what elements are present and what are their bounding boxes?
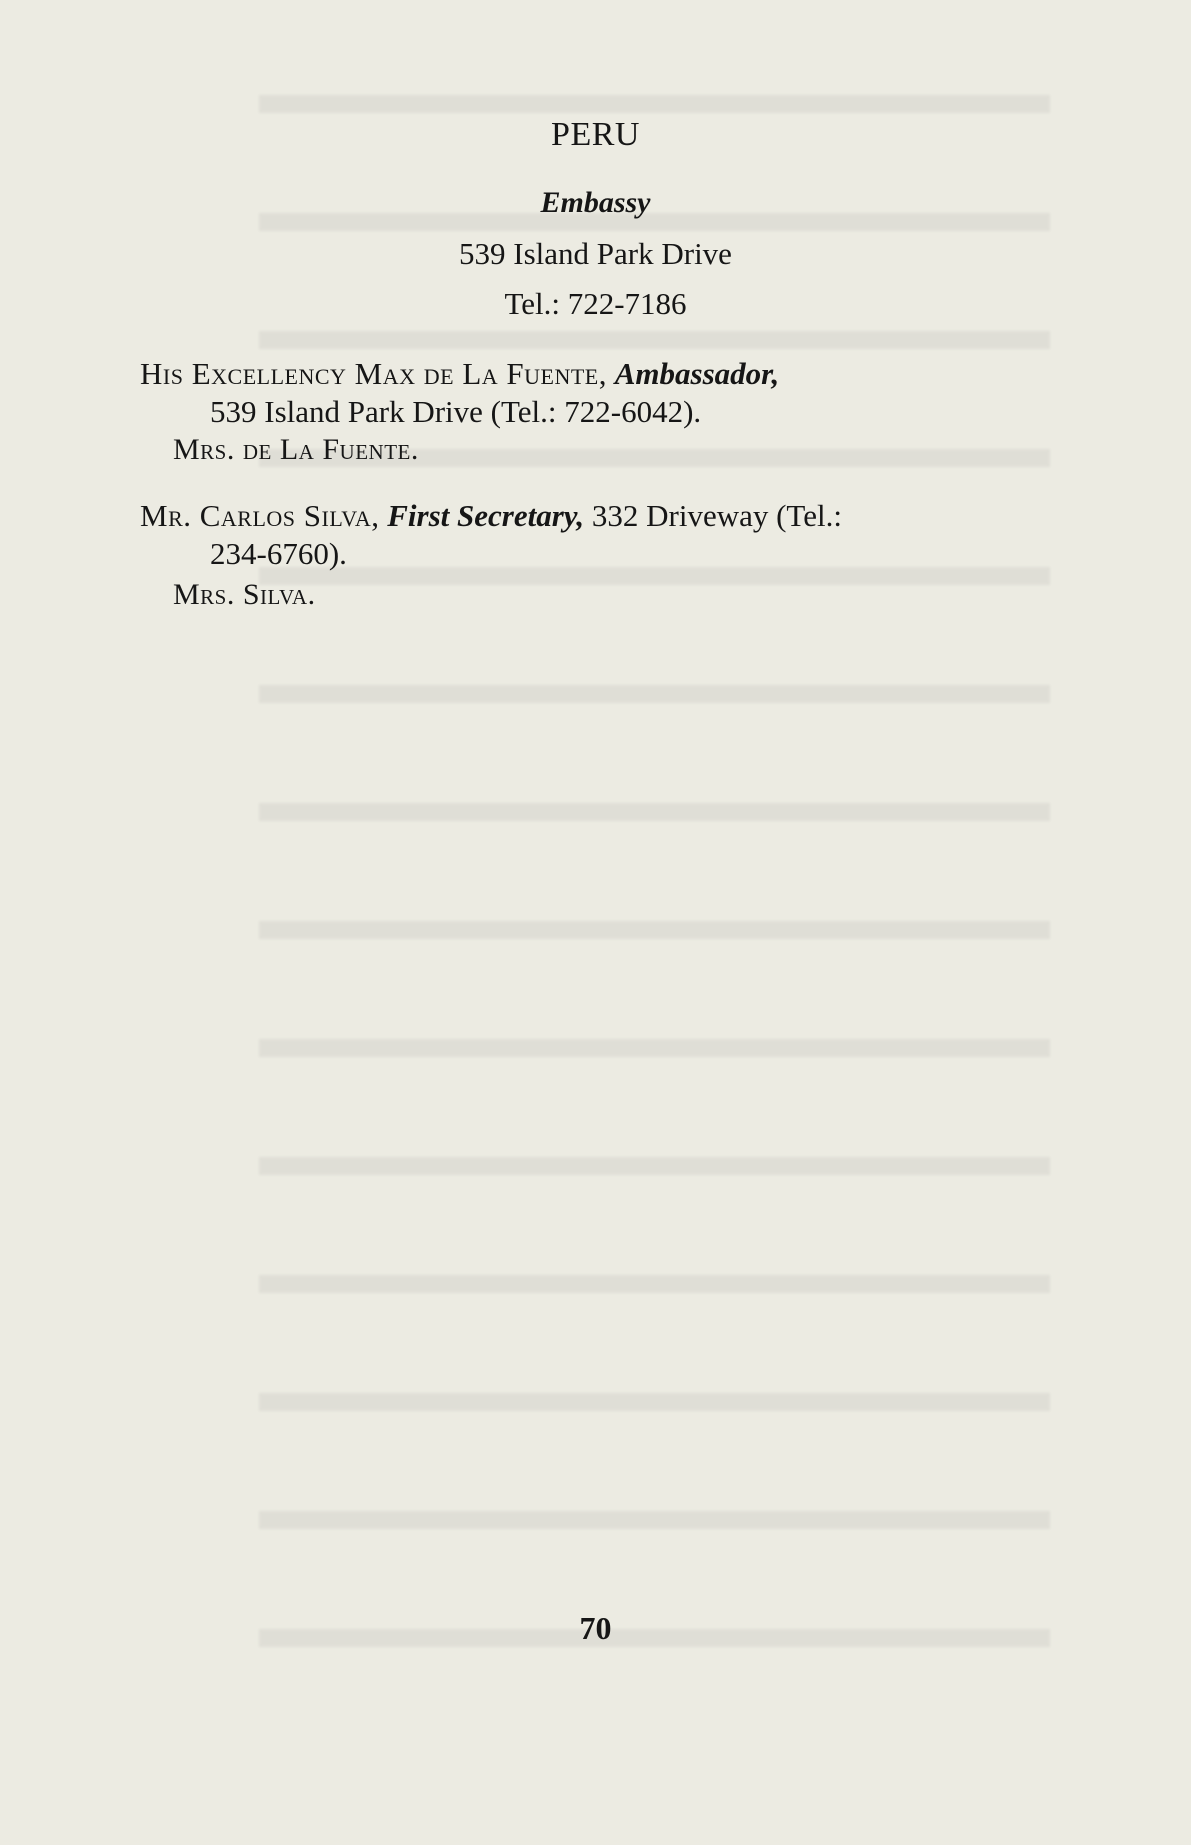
page-number: 70 xyxy=(579,1610,612,1646)
entry-spouse: Mrs. Silva. xyxy=(173,578,316,611)
entry-ambassador xyxy=(140,355,1050,431)
entry-detail-inline: 332 Driveway (Tel.: xyxy=(591,498,842,533)
entry-line xyxy=(140,355,1050,393)
entry-role: Ambassador, xyxy=(614,356,780,391)
entry-role: First Secretary, xyxy=(387,498,585,533)
entry-line xyxy=(140,497,1050,535)
mission-address: 539 Island Park Drive xyxy=(459,236,732,271)
entry-title-name: Mr. Carlos Silva, xyxy=(140,498,380,533)
entry-first-secretary xyxy=(140,497,1050,573)
entry-spouse: Mrs. de La Fuente. xyxy=(173,433,419,466)
country-heading: PERU xyxy=(551,116,640,153)
entry-detail: 234-6760). xyxy=(210,536,347,571)
entry-title-name: His Excellency Max de La Fuente, xyxy=(140,356,607,391)
mission-telephone: Tel.: 722-7186 xyxy=(504,286,687,321)
entry-detail: 539 Island Park Drive (Tel.: 722-6042). xyxy=(210,394,702,429)
mission-type: Embassy xyxy=(540,186,651,219)
